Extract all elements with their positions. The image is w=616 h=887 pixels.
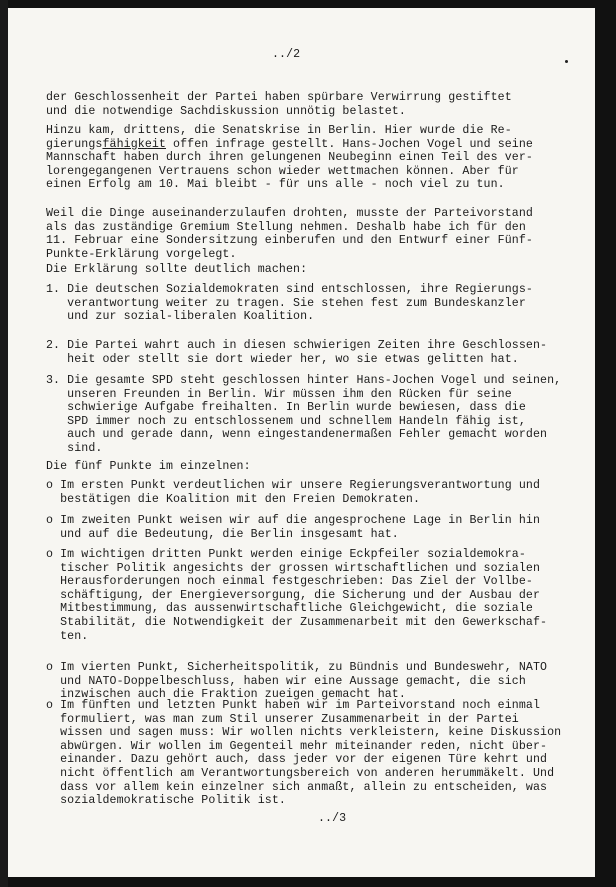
paragraph-3: Weil die Dinge auseinanderzulaufen drohten, musste der Parteivorstand als das zuständige Gremium Stellung nehmen. Deshalb habe ich für den 11. Februar eine Sondersitzung einberufen und den Entwurf einer Fünf- Punkte-Erklärung vorgelegt.	[46, 207, 533, 261]
paragraph-2	[46, 124, 533, 192]
paragraph-five-points: Die fünf Punkte im einzelnen:	[46, 460, 251, 473]
scan-speck	[565, 60, 568, 63]
paragraph-4: Die Erklärung sollte deutlich machen:	[46, 263, 308, 276]
page-number-header: ../2	[272, 48, 301, 61]
bullet-item-5: o Im fünften und letzten Punkt haben wir im Parteivorstand noch einmal formuliert, was man zum Stil unserer Zusammenarbeit in der Partei wissen und sagen muss: Wir wollen nichts verkleistern, keine Diskussion abwürgen. Wir wollen im Gegenteil mehr miteinander reden, nicht über- einander. Dazu gehört auch, dass jeder vor der eigenen Türe kehrt und nicht öffentlich am Verantwortungsbereich von anderen herummäkelt. Und dass vor allem kein einzelner sich anmaßt, allein zu entscheiden, was sozialdemokratische Politik ist.	[46, 699, 562, 808]
bullet-item-4: o Im vierten Punkt, Sicherheitspolitik, zu Bündnis und Bundeswehr, NATO und NATO-Doppelbeschluss, haben wir eine Aussage gemacht, die sich inzwischen auch die Fraktion zueigen gemacht hat.	[46, 661, 548, 702]
underlined-word: fähigkeit	[102, 137, 166, 151]
paragraph-2-start: Hinzu kam, drittens, die Senatskrise in Berlin. Hier wurde die Re- gierungs	[46, 124, 512, 151]
list-item-2: 2. Die Partei wahrt auch in diesen schwierigen Zeiten ihre Geschlossen- heit oder stellt sie dort wieder her, wo sie etwas gelitten hat.	[46, 339, 548, 366]
list-item-3: 3. Die gesamte SPD steht geschlossen hinter Hans-Jochen Vogel und seinen, unseren Freunden in Berlin. Wir müssen ihm den Rücken für seine schwierige Aufgabe freihalten. In Berlin wurde bewiesen, dass die SPD immer noch zu entschlossenem und schnellem Handeln fähig ist, auch und gerade dann, wenn eingestandenermaßen Fehler gemacht worden sind.	[46, 374, 562, 455]
bullet-item-3: o Im wichtigen dritten Punkt werden einige Eckpfeiler sozialdemokra- tischer Politik angesichts der grossen wirtschaftlichen und sozialen Herausforderungen noch einmal festgeschrieben: Das Ziel der Vollbe- schäftigung, der Energieversorgung, die Sicherung und der Ausbau der Mitbestimmung, das aussenwirtschaftliche Gleichgewicht, die soziale Stabilität, die Notwendigkeit der Zusammenarbeit mit den Gewerkschaf- ten.	[46, 548, 548, 643]
page-number-footer: ../3	[318, 812, 347, 825]
scan-right-border	[595, 0, 616, 887]
bullet-item-2: o Im zweiten Punkt weisen wir auf die angesprochene Lage in Berlin hin und auf die Bedeutung, die Berlin insgesamt hat.	[46, 514, 541, 541]
scan-left-border	[0, 0, 8, 887]
bullet-item-1: o Im ersten Punkt verdeutlichen wir unsere Regierungsverantwortung und bestätigen die Koalition mit den Freien Demokraten.	[46, 479, 541, 506]
paragraph-1: der Geschlossenheit der Partei haben spürbare Verwirrung gestiftet und die notwendige Sachdiskussion unnötig belastet.	[46, 91, 512, 118]
paragraph-2-end: offen infrage gestellt. Hans-Jochen Vogel und seine Mannschaft haben durch ihren gelungenen Neubeginn einen Teil des ver- lorengegangenen Vertrauens schon wieder wettmachen können. Aber für einen Erfolg am 10. Mai bleibt - für uns alle - noch viel zu tun.	[46, 137, 533, 192]
list-item-1: 1. Die deutschen Sozialdemokraten sind entschlossen, ihre Regierungs- verantwortung weiter zu tragen. Sie stehen fest zum Bundeskanzler und zur sozial-liberalen Koalition.	[46, 283, 533, 324]
